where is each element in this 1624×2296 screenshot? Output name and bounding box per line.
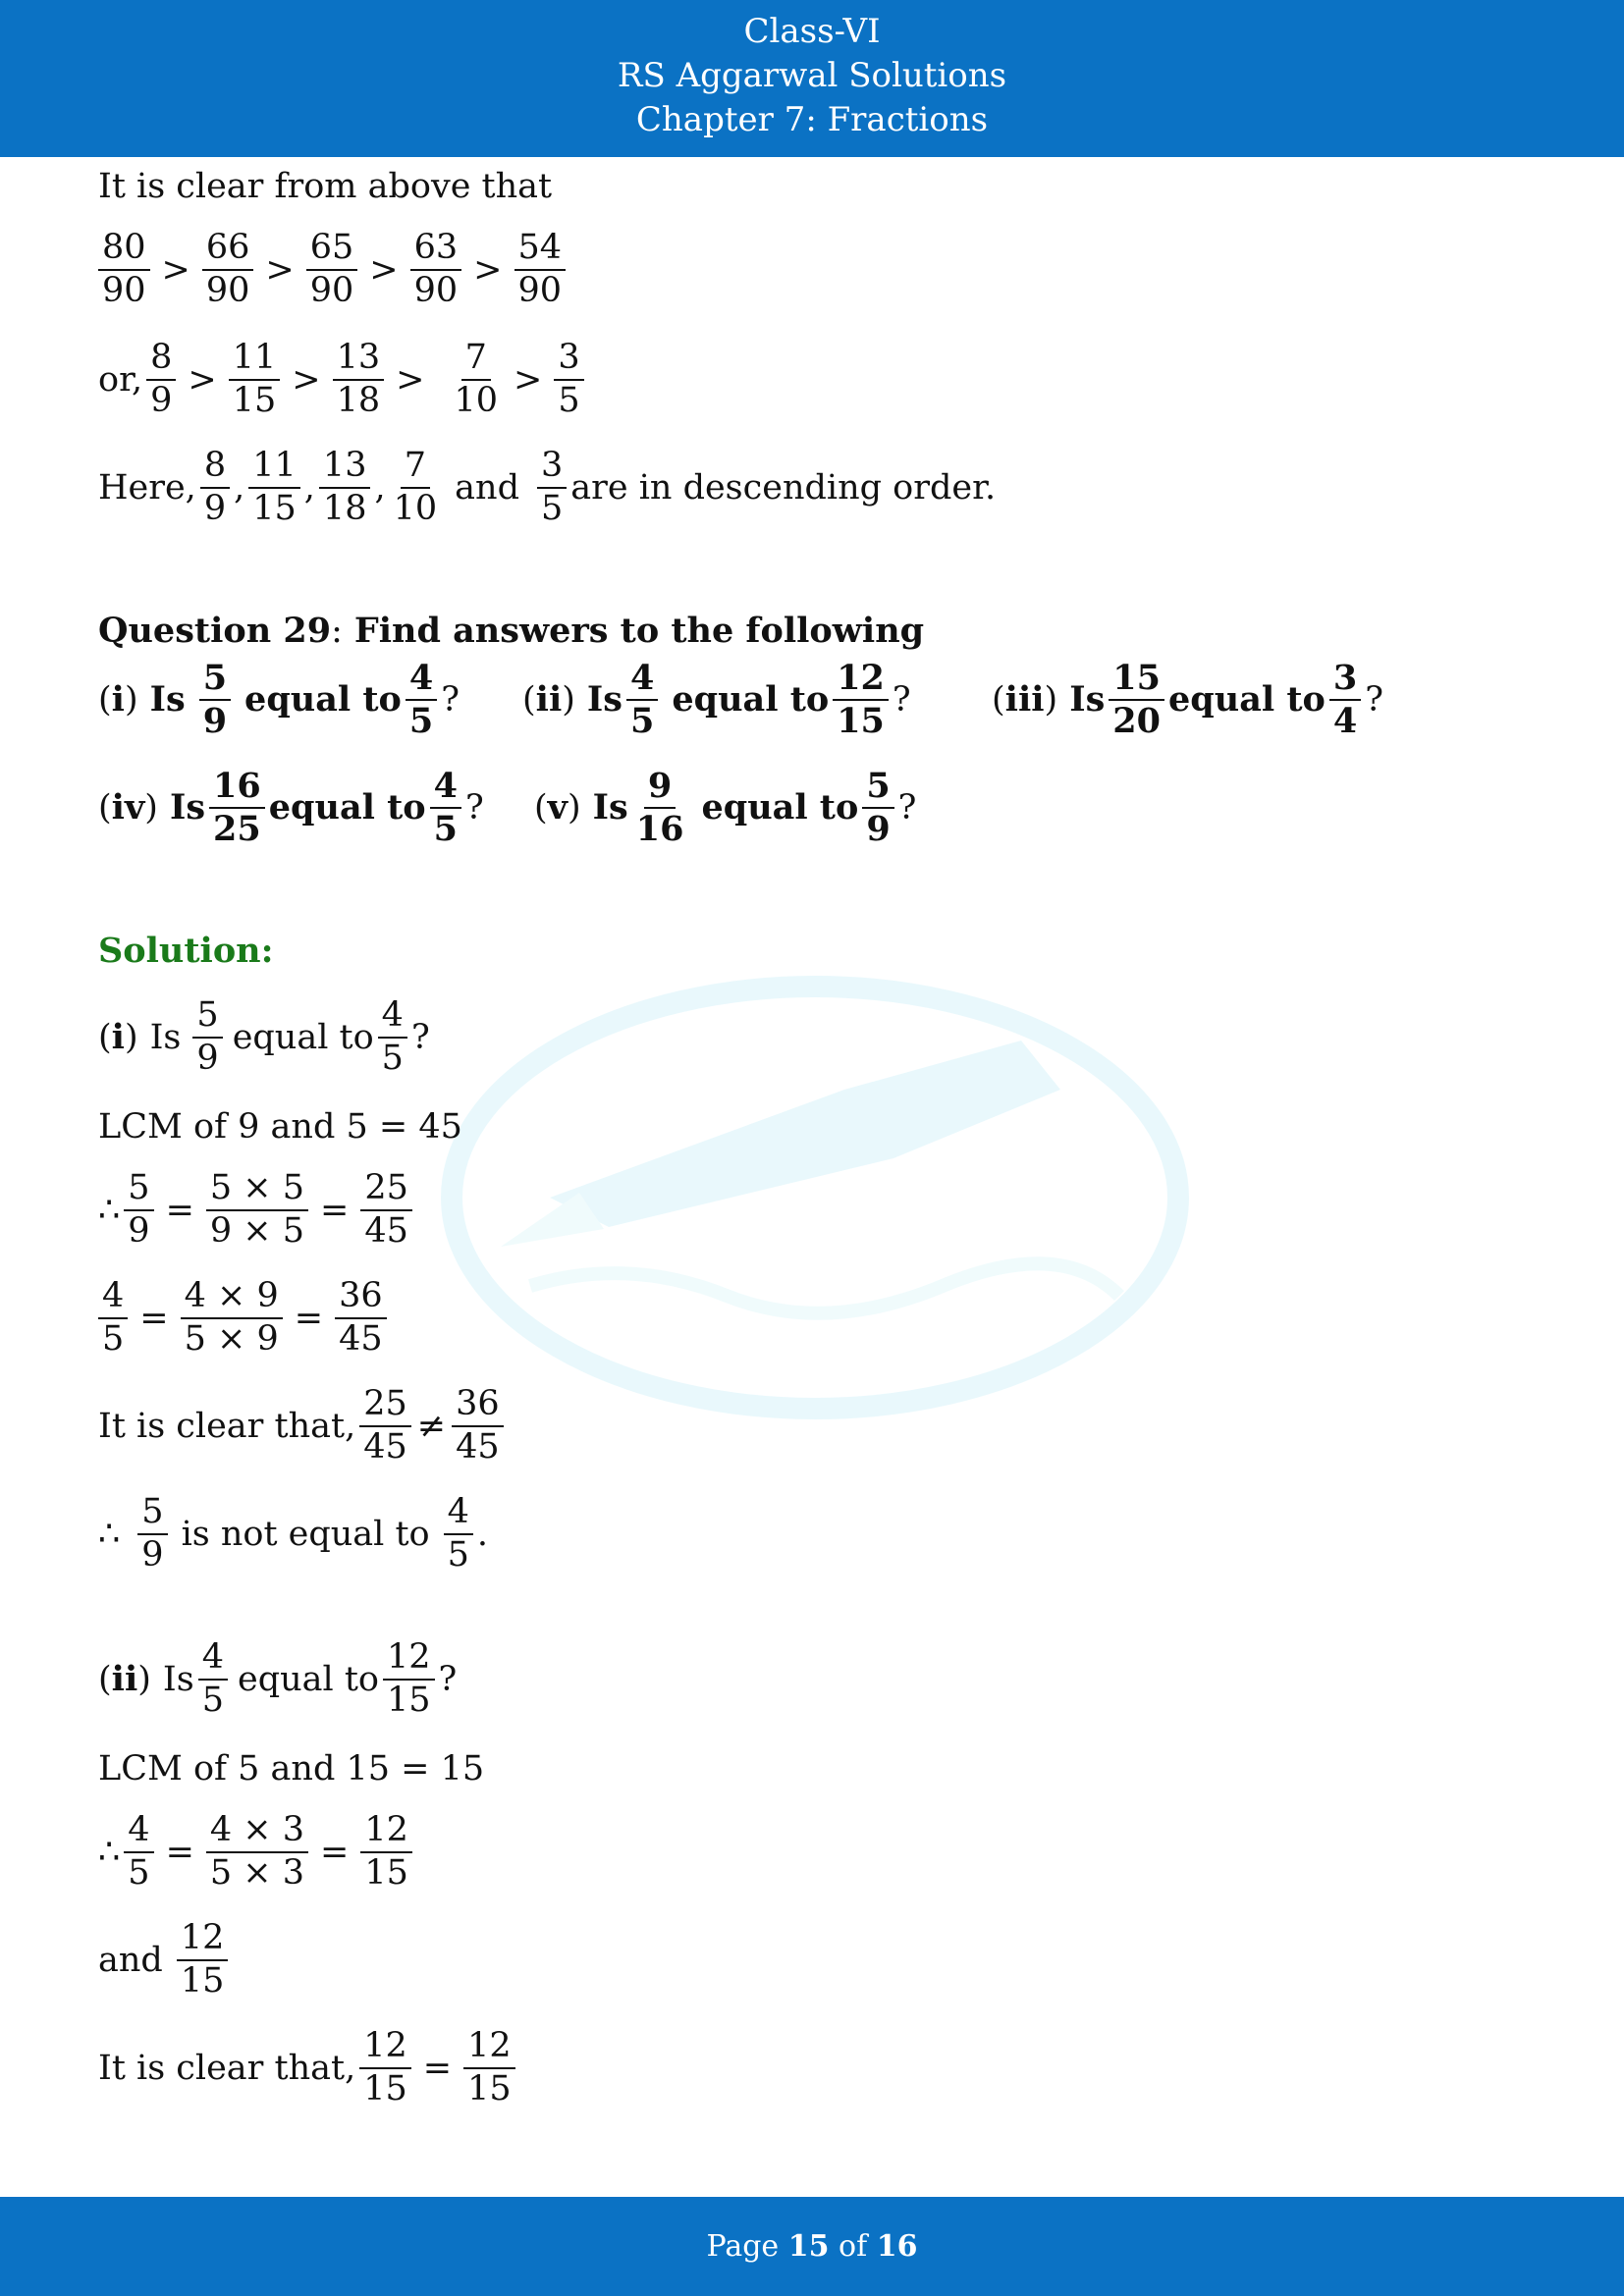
clear-above-text: It is clear from above that [98,167,553,206]
fraction [626,660,658,740]
numerator: 4 [430,768,461,809]
therefore-symbol: ∴ [98,1514,121,1554]
question-item-v: ( v ) Is $\frac{9}{16}$ equal to $\frac{5}{9}$ ? [534,766,917,849]
fraction [383,1639,435,1720]
numerator: 4 [406,660,437,701]
fraction [202,230,254,310]
numerator: 9 [644,768,676,809]
is-text: Is [592,787,628,828]
item-number: i [111,679,125,721]
denominator: 9 [203,488,227,528]
greater-than: > [473,249,503,290]
fraction [390,448,442,528]
part-ii-heading: ( ii ) Is $\frac{4}{5}$ equal to $\frac{12}{15}$ ? [98,1637,458,1720]
numerator: 65 [306,230,358,271]
denominator: 20 [1112,700,1161,741]
equal-to-text: equal to [232,1017,374,1057]
fraction [192,997,222,1078]
part-number: ii [111,1659,138,1700]
header-class: Class-VI [743,12,881,51]
solution-label: Solution: [98,931,274,971]
conversion-4-5 [98,1278,391,1359]
item-number: v [547,787,568,828]
denominator: 5 [447,1534,469,1575]
fraction [554,340,583,420]
page-footer [0,2197,1624,2296]
question-item-iv: ( iv ) Is $\frac{16}{25}$ equal to $\frac{4}{5}$ ? [98,766,484,849]
fraction [1109,660,1164,740]
conversion-4-5-b [98,1812,416,1893]
numerator: 80 [98,230,150,271]
fraction [359,2028,411,2109]
item-number: iii [1004,679,1045,721]
page-header [0,0,1624,157]
numerator: 4 × 3 [206,1812,308,1853]
item-number: iv [111,787,145,828]
lcm-statement-2 [98,1749,484,1789]
fraction [378,997,407,1078]
fraction [444,1494,473,1575]
numerator: 8 [200,448,230,489]
denominator: 5 [381,1038,404,1078]
question-item-ii: ( ii ) Is $\frac{4}{5}$ equal to $\frac{12}{15}$ ? [522,658,911,741]
denominator: 15 [252,488,297,528]
denominator: 5 [433,808,458,849]
denominator: 5 × 3 [209,1852,305,1893]
denominator: 15 [837,700,885,741]
period: . [476,1514,489,1554]
colon: : [331,611,343,651]
item-number: ii [535,679,563,721]
numerator: 4 [626,660,658,701]
part-i-heading: ( i ) Is $\frac{5}{9}$ equal to $\frac{4}{5}$ ? [98,995,430,1078]
greater-than: > [369,249,399,290]
denominator: 15 [232,380,277,420]
fraction [146,340,176,420]
numerator: 3 [1329,660,1361,701]
fraction [137,1494,167,1575]
fraction [1329,660,1361,740]
denominator: 9 × 5 [209,1210,305,1251]
fraction [209,768,265,848]
greater-than: > [265,249,295,290]
denominator: 4 [1332,700,1358,741]
equal-to-text: equal to [672,679,830,721]
comma: , [374,467,386,507]
question-mark: ? [464,787,484,828]
fraction [430,768,461,848]
fraction [463,2028,515,2109]
text-clear-above [98,167,552,206]
numerator: 11 [229,340,281,381]
numerator: 25 [360,1170,412,1211]
denominator: 18 [322,488,367,528]
is-text: Is [149,679,186,721]
numerator: 7 [461,340,491,381]
therefore-symbol: ∴ [98,1832,121,1872]
greater-than: > [161,249,190,290]
fraction [98,230,150,310]
numerator: 5 [124,1170,153,1211]
denominator: 15 [386,1680,431,1720]
not-equal-text: is not equal to [181,1514,430,1554]
numerator: 36 [452,1386,504,1427]
part-number: i [111,1017,125,1058]
denominator: 90 [102,270,146,310]
denominator: 9 [150,380,173,420]
numerator: 5 [199,660,231,701]
denominator: 5 [128,1852,150,1893]
descending-text: are in descending order. [570,467,997,507]
equals-sign: = [294,1298,324,1338]
numerator: 13 [319,448,371,489]
fraction [537,448,567,528]
comparison-row-2 [98,340,588,420]
fraction [177,1920,229,2001]
denominator: 10 [454,380,498,420]
denominator: 25 [213,808,261,849]
denominator: 5 [102,1318,125,1359]
lcm-text: LCM of 5 and 15 = 15 [98,1749,485,1789]
numerator: 4 × 9 [181,1278,283,1319]
equals-sign: = [139,1298,169,1338]
is-text: Is [162,1659,194,1699]
question-item-iii: ( iii ) Is $\frac{15}{20}$ equal to $\frac{3}{4}$ ? [992,658,1383,741]
question-mark: ? [410,1017,430,1057]
fraction [248,448,300,528]
fraction [360,1812,412,1893]
denominator: 45 [364,1210,408,1251]
question-label: Question 29 [98,611,332,651]
greater-than: > [188,359,217,400]
header-book: RS Aggarwal Solutions [617,56,1007,95]
and-text: and [98,1940,163,1980]
conversion-5-9 [98,1170,416,1251]
numerator: 4 [444,1494,473,1535]
numerator: 5 [137,1494,167,1535]
numerator: 12 [359,2028,411,2069]
fraction [306,230,358,310]
question-mark: ? [897,787,917,828]
of-label: of [839,2229,868,2264]
denominator: 9 [866,808,891,849]
numerator: 63 [410,230,462,271]
denominator: 9 [196,1038,219,1078]
denominator: 45 [339,1318,383,1359]
fraction [206,1170,308,1251]
current-page-number: 15 [787,2229,830,2264]
greater-than: > [396,359,425,400]
fraction [98,1278,128,1359]
page-label: Page [706,2229,780,2264]
comparison-row-1 [98,230,569,310]
denominator: 5 [201,1680,224,1720]
numerator: 12 [463,2028,515,2069]
fraction [833,660,889,740]
denominator: 5 × 9 [184,1318,279,1359]
numerator: 4 [98,1278,128,1319]
fraction [359,1386,411,1467]
numerator: 3 [537,448,567,489]
denominator: 5 [558,380,580,420]
fraction [229,340,281,420]
equals-sign: = [165,1832,194,1872]
fraction [862,768,893,848]
numerator: 66 [202,230,254,271]
fraction [319,448,371,528]
fraction [199,660,231,740]
question-mark: ? [441,679,460,720]
fraction [410,230,462,310]
comma: , [303,467,315,507]
numerator: 8 [146,340,176,381]
equals-sign: = [320,1832,350,1872]
denominator: 45 [363,1426,407,1467]
question-heading [98,611,924,651]
descending-order-statement [98,448,996,528]
numerator: 12 [177,1920,229,1961]
equal-to-text: equal to [244,679,402,721]
fraction [514,230,567,310]
not-equal-sign: ≠ [416,1406,447,1446]
numerator: 5 [862,768,893,809]
greater-than: > [292,359,321,400]
denominator: 15 [180,1960,225,2001]
question-mark: ? [438,1659,458,1699]
numerator: 4 [198,1639,228,1681]
fraction [200,448,230,528]
clear-that-text: It is clear that, [98,2048,356,2088]
denominator: 18 [336,380,381,420]
numerator: 12 [383,1639,435,1681]
is-text: Is [169,787,206,828]
numerator: 16 [209,768,265,809]
lcm-statement-1 [98,1107,462,1147]
denominator: 9 [202,700,228,741]
numerator: 12 [360,1812,412,1853]
fraction [406,660,437,740]
equals-sign: = [422,2048,453,2088]
denominator: 90 [309,270,354,310]
and-statement [98,1920,232,2001]
denominator: 45 [456,1426,500,1467]
denominator: 90 [413,270,459,310]
equal-to-text: equal to [1168,679,1326,721]
denominator: 16 [635,808,684,849]
denominator: 90 [205,270,250,310]
numerator: 5 [192,997,222,1039]
lcm-text: LCM of 9 and 5 = 45 [98,1107,462,1147]
fraction [181,1278,283,1359]
comma: , [234,467,245,507]
denominator: 5 [408,700,434,741]
clear-that-text: It is clear that, [98,1406,356,1446]
is-text: Is [1069,679,1106,721]
question-mark: ? [892,679,911,720]
denominator: 15 [467,2068,512,2109]
fraction [198,1639,228,1720]
denominator: 15 [363,2068,407,2109]
equal-to-text: equal to [237,1659,379,1699]
here-text: Here, [98,467,196,507]
numerator: 11 [248,448,300,489]
fraction [124,1170,153,1251]
comparison-2 [98,2028,519,2109]
denominator: 90 [517,270,563,310]
study-path-watermark-logo [432,972,1218,1463]
therefore-symbol: ∴ [98,1190,121,1230]
solution-heading [98,931,274,971]
numerator: 54 [514,230,567,271]
conclusion-1 [98,1494,488,1575]
fraction [335,1278,387,1359]
denominator: 5 [540,488,564,528]
numerator: 3 [554,340,583,381]
numerator: 36 [335,1278,387,1319]
numerator: 5 × 5 [206,1170,308,1211]
comparison-1 [98,1386,508,1467]
fraction [450,340,502,420]
denominator: 9 [141,1534,164,1575]
fraction [333,340,385,420]
fraction [206,1812,308,1893]
equal-to-text: equal to [701,787,859,828]
numerator: 15 [1109,660,1164,701]
question-item-i: ( i ) Is $\frac{5}{9}$ equal to $\frac{4}{5}$ ? [98,658,460,741]
fraction [452,1386,504,1467]
denominator: 10 [393,488,438,528]
question-title: Find answers to the following [353,611,925,651]
fraction [632,768,688,848]
question-mark: ? [1365,679,1383,720]
is-text: Is [586,679,623,721]
numerator: 25 [359,1386,411,1427]
numerator: 7 [401,448,430,489]
denominator: 15 [364,1852,408,1893]
numerator: 13 [333,340,385,381]
and-text: and [455,467,519,507]
greater-than: > [514,359,543,400]
denominator: 5 [629,700,655,741]
denominator: 9 [128,1210,150,1251]
fraction [360,1170,412,1251]
numerator: 4 [378,997,407,1039]
header-chapter: Chapter 7: Fractions [635,100,989,139]
numerator: 4 [124,1812,153,1853]
total-pages: 16 [876,2229,918,2264]
or-text: or, [98,359,143,400]
equals-sign: = [320,1190,350,1230]
fraction [124,1812,153,1893]
equal-to-text: equal to [268,787,426,828]
equals-sign: = [165,1190,194,1230]
numerator: 12 [833,660,889,701]
is-text: Is [149,1017,182,1057]
